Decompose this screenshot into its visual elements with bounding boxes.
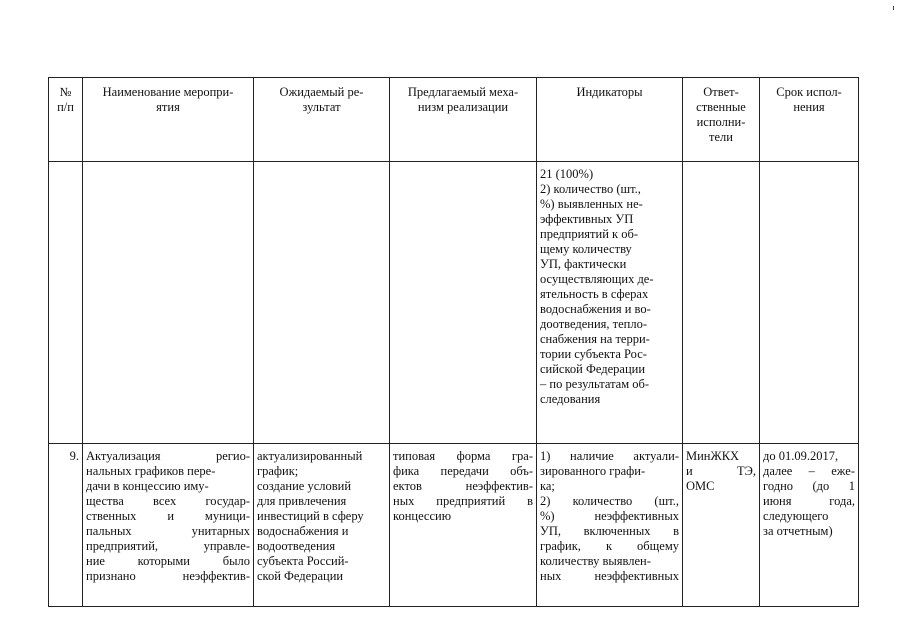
row9-expected: актуализированный график; создание условий для привлечения инвестиций в сферу водоснабжения и водоотведения субъекта Россий- ской Федерации (254, 444, 390, 607)
row9-mechanism: типовая форма гра- фика передачи объ- ектов неэффектив- ных предприятий в концессию (390, 444, 537, 607)
table-header-row (49, 78, 859, 162)
cont-indicators-cell: 21 (100%) 2) количество (шт., %) выявленных не- эффективных УП предприятий к об- щему количеству УП, фактически осуществляющих де- ятельность в сферах водоснабжения и во- доотведения, тепло- снабжения на терри- тории субъекта Рос- сийской Федерации – по результатам об- следования (537, 162, 683, 444)
table-row-9 (49, 444, 859, 607)
header-deadline: Срок испол- нения (760, 78, 859, 162)
header-indicators: Индикаторы (537, 78, 683, 162)
cont-num-cell (49, 162, 83, 444)
header-num: № п/п (49, 78, 83, 162)
cont-mechanism-cell (390, 162, 537, 444)
cont-expected-cell (254, 162, 390, 444)
header-name: Наименование меропри- ятия (83, 78, 254, 162)
header-responsible: Ответ- ственные исполни- тели (683, 78, 760, 162)
row9-responsible: МинЖКХ и ТЭ, ОМС (683, 444, 760, 607)
row9-deadline: до 01.09.2017, далее – еже- годно (до 1 июня года, следующего за отчетным) (760, 444, 859, 607)
plan-table (48, 77, 859, 607)
row9-indicators: 1) наличие актуали- зированного графи- ка; 2) количество (шт., %) неэффективных УП, включенных в график, к общему количеству выявлен- ных неэффективных (537, 444, 683, 607)
header-expected: Ожидаемый ре- зультат (254, 78, 390, 162)
continuation-row (49, 162, 859, 444)
row9-name: Актуализация регио- нальных графиков пере- дачи в концессию иму- щества всех государ- ственных и муници- пальных унитарных предприятий, управле- ние которыми было признано неэффектив- (83, 444, 254, 607)
cont-deadline-cell (760, 162, 859, 444)
cont-responsible-cell (683, 162, 760, 444)
header-mechanism: Предлагаемый меха- низм реализации (390, 78, 537, 162)
cont-name-cell (83, 162, 254, 444)
scan-mark (893, 6, 894, 10)
row9-num: 9. (49, 444, 83, 607)
